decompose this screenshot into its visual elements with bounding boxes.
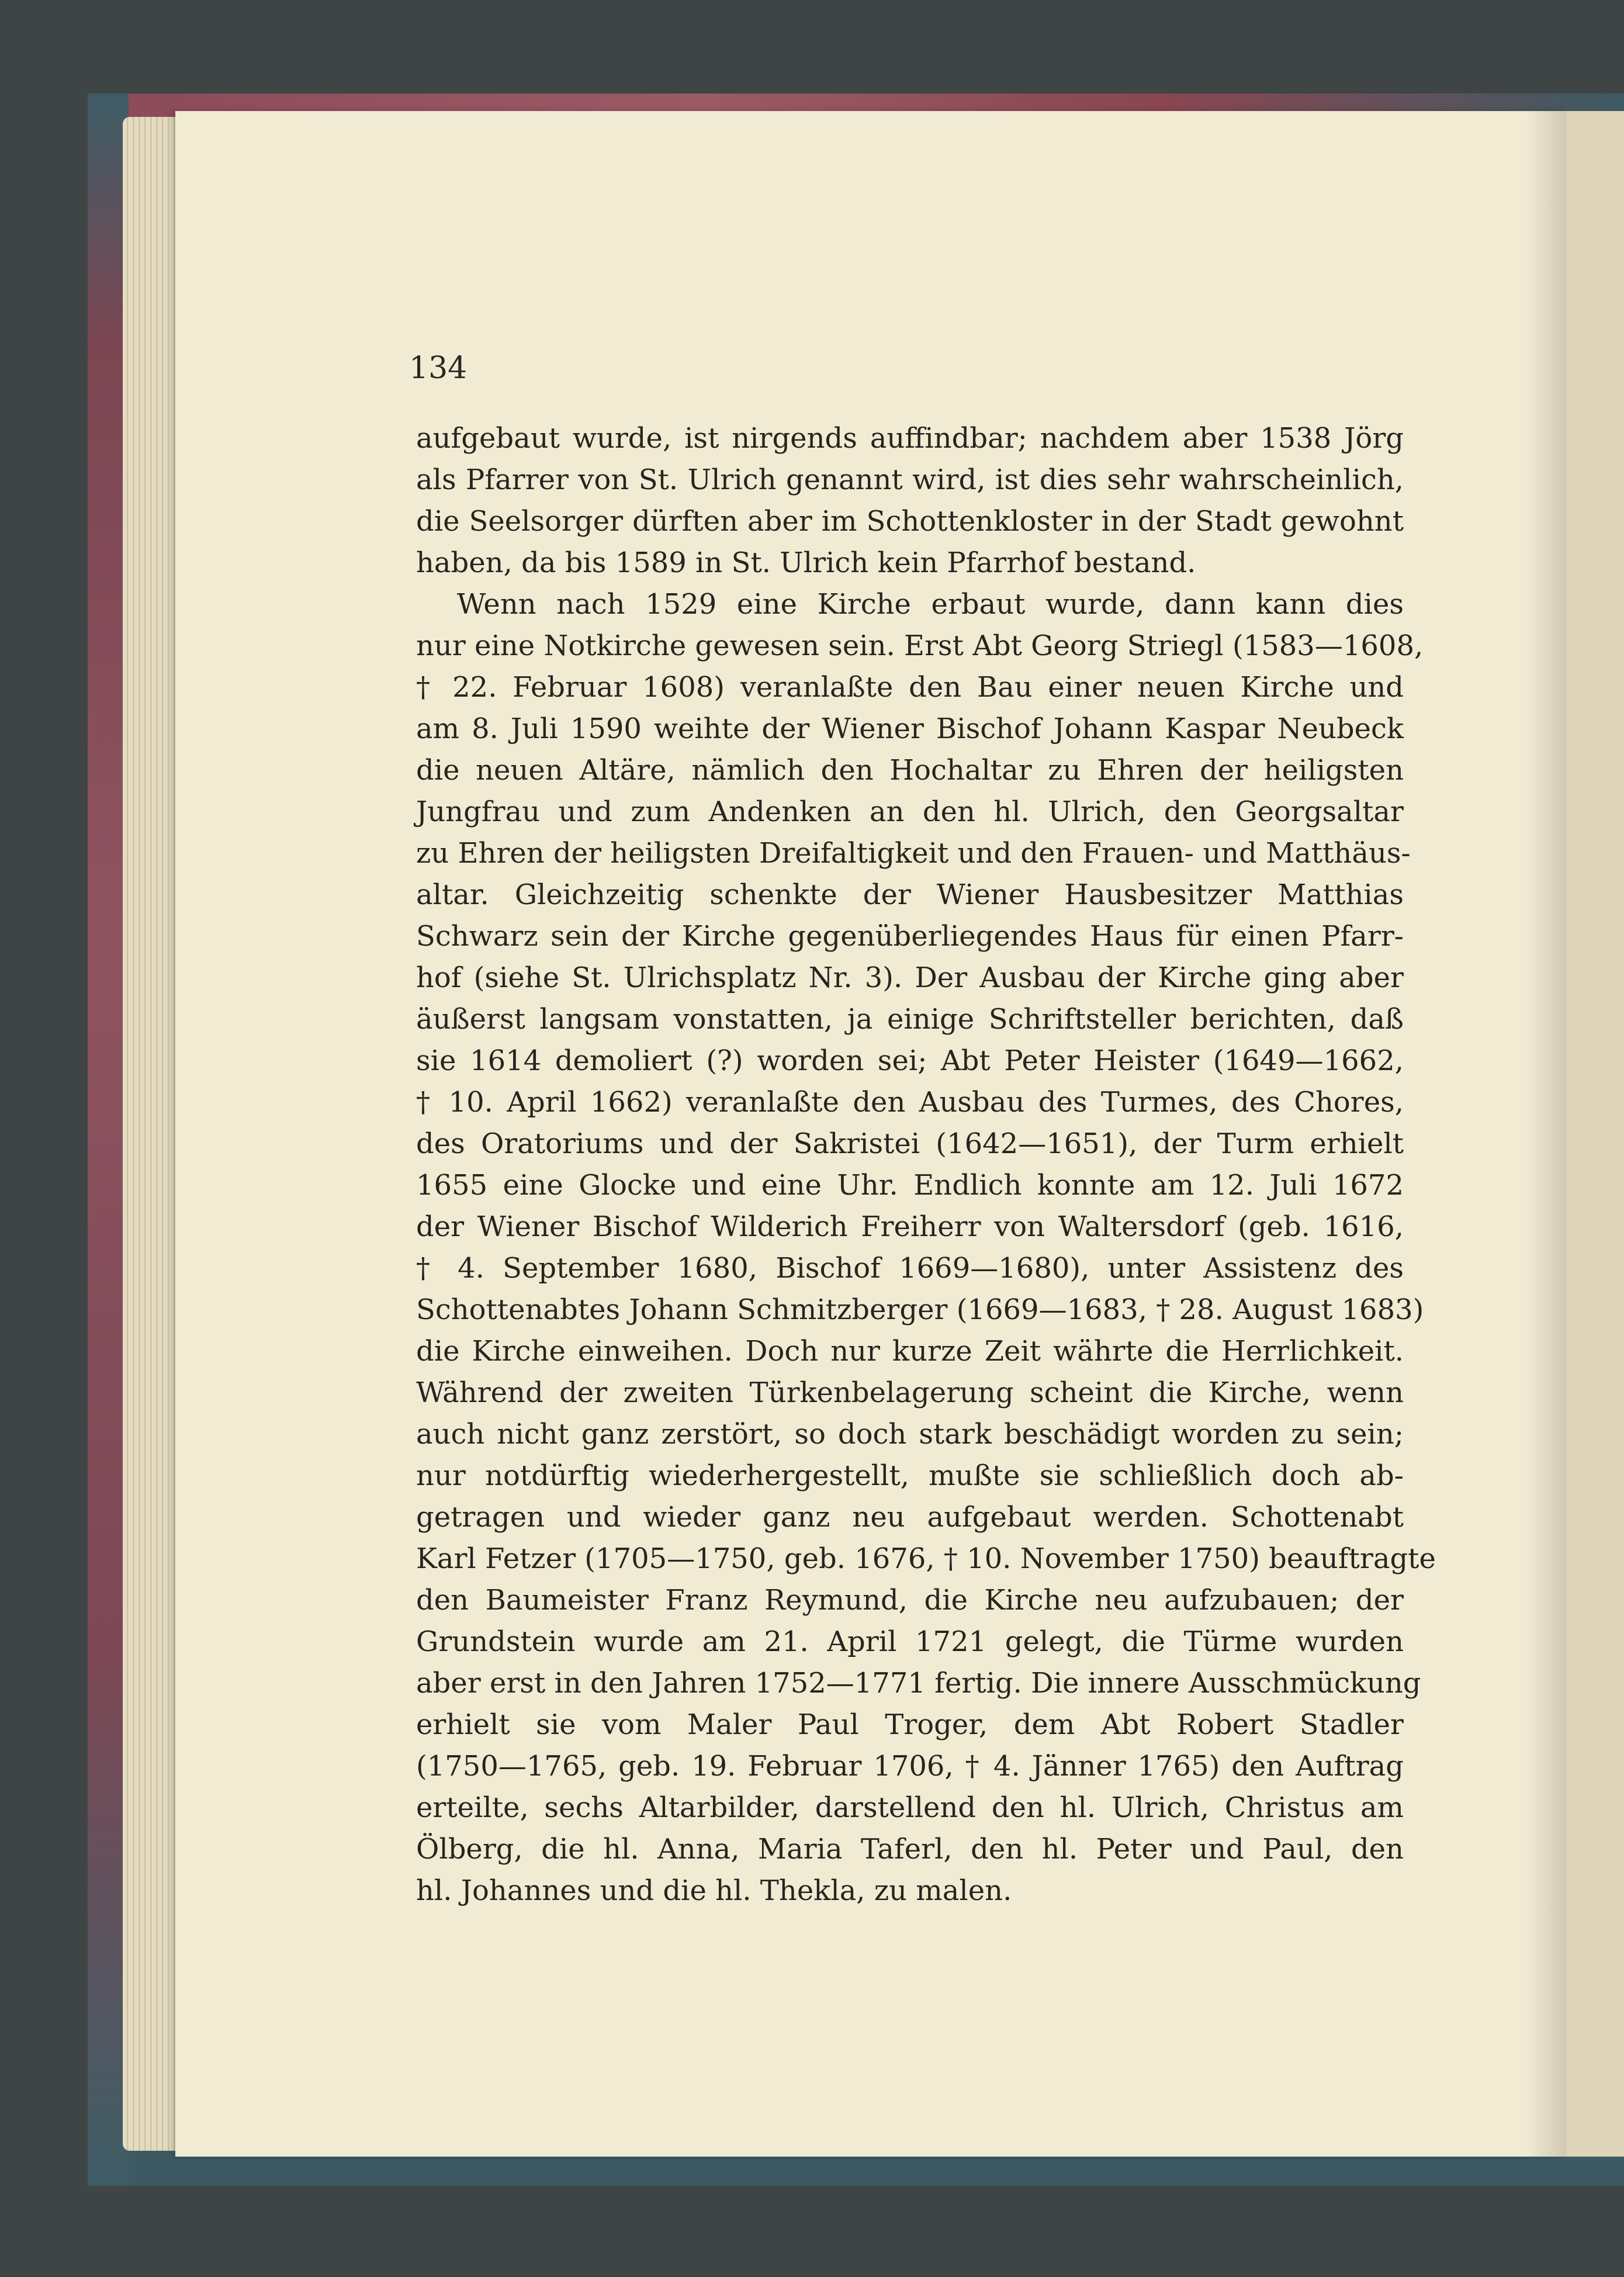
text-line: † 10. April 1662) veranlaßte den Ausbau des Turmes, des Chores, bbox=[416, 1086, 1404, 1119]
text-line: Wenn nach 1529 eine Kirche erbaut wurde, dann kann dies bbox=[457, 588, 1404, 621]
text-line: † 22. Februar 1608) veranlaßte den Bau einer neuen Kirche und bbox=[416, 671, 1404, 704]
text-line: altar. Gleichzeitig schenkte der Wiener Hausbesitzer Matthias bbox=[416, 878, 1404, 911]
text-line: † 4. September 1680, Bischof 1669—1680), unter Assistenz des bbox=[416, 1252, 1404, 1285]
text-line: erhielt sie vom Maler Paul Troger, dem Abt Robert Stadler bbox=[416, 1708, 1404, 1741]
facing-page-edge bbox=[1566, 111, 1624, 2157]
text-line: Grundstein wurde am 21. April 1721 gelegt, die Türme wurden bbox=[416, 1625, 1404, 1658]
text-line: erteilte, sechs Altarbilder, darstellend den hl. Ulrich, Christus am bbox=[416, 1791, 1404, 1824]
text-line: die neuen Altäre, nämlich den Hochaltar zu Ehren der heiligsten bbox=[416, 754, 1404, 787]
text-line: getragen und wieder ganz neu aufgebaut werden. Schottenabt bbox=[416, 1501, 1404, 1534]
text-line: sie 1614 demoliert (?) worden sei; Abt Peter Heister (1649—1662, bbox=[416, 1044, 1404, 1077]
text-line: Schottenabtes Johann Schmitzberger (1669—1683, † 28. August 1683) bbox=[416, 1293, 1424, 1326]
text-line: hl. Johannes und die hl. Thekla, zu malen. bbox=[416, 1874, 1012, 1907]
text-line: Karl Fetzer (1705—1750, geb. 1676, † 10. November 1750) beauftragte bbox=[416, 1542, 1436, 1575]
text-line: auch nicht ganz zerstört, so doch stark beschädigt worden zu sein; bbox=[416, 1418, 1404, 1451]
text-line: am 8. Juli 1590 weihte der Wiener Bischof Johann Kaspar Neubeck bbox=[416, 712, 1404, 745]
text-line: aber erst in den Jahren 1752—1771 fertig. Die innere Ausschmückung bbox=[416, 1667, 1421, 1700]
text-line: zu Ehren der heiligsten Dreifaltigkeit und den Frauen- und Matthäus- bbox=[416, 837, 1411, 870]
text-line: als Pfarrer von St. Ulrich genannt wird, ist dies sehr wahrscheinlich, bbox=[416, 463, 1404, 496]
text-line: des Oratoriums und der Sakristei (1642—1651), der Turm erhielt bbox=[416, 1127, 1404, 1160]
text-line: Während der zweiten Türkenbelagerung scheint die Kirche, wenn bbox=[416, 1376, 1404, 1409]
text-line: aufgebaut wurde, ist nirgends auffindbar; nachdem aber 1538 Jörg bbox=[416, 422, 1404, 455]
text-line: (1750—1765, geb. 19. Februar 1706, † 4. Jänner 1765) den Auftrag bbox=[416, 1750, 1404, 1783]
text-line: den Baumeister Franz Reymund, die Kirche neu aufzubauen; der bbox=[416, 1584, 1404, 1617]
text-line: hof (siehe St. Ulrichsplatz Nr. 3). Der Ausbau der Kirche ging aber bbox=[416, 961, 1404, 994]
text-line: Schwarz sein der Kirche gegenüberliegendes Haus für einen Pfarr- bbox=[416, 920, 1404, 953]
text-line: 1655 eine Glocke und eine Uhr. Endlich konnte am 12. Juli 1672 bbox=[416, 1169, 1404, 1202]
text-line: Jungfrau und zum Andenken an den hl. Ulrich, den Georgsaltar bbox=[416, 795, 1404, 828]
text-line: nur eine Notkirche gewesen sein. Erst Abt Georg Striegl (1583—1608, bbox=[416, 629, 1424, 662]
text-line: die Kirche einweihen. Doch nur kurze Zeit währte die Herrlichkeit. bbox=[416, 1335, 1404, 1368]
text-line: nur notdürftig wiederhergestellt, mußte sie schließlich doch ab- bbox=[416, 1459, 1404, 1492]
body-text bbox=[416, 418, 1436, 1912]
text-line: äußerst langsam vonstatten, ja einige Schriftsteller berichten, daß bbox=[416, 1003, 1404, 1036]
page-number: 134 bbox=[409, 351, 468, 386]
text-line: der Wiener Bischof Wilderich Freiherr von Waltersdorf (geb. 1616, bbox=[416, 1210, 1404, 1243]
text-line: die Seelsorger dürften aber im Schottenkloster in der Stadt gewohnt bbox=[416, 505, 1404, 538]
text-line: haben, da bis 1589 in St. Ulrich kein Pfarrhof bestand. bbox=[416, 546, 1196, 579]
page-gutter-shadow bbox=[1525, 111, 1566, 2157]
text-line: Ölberg, die hl. Anna, Maria Taferl, den hl. Peter und Paul, den bbox=[416, 1833, 1404, 1866]
